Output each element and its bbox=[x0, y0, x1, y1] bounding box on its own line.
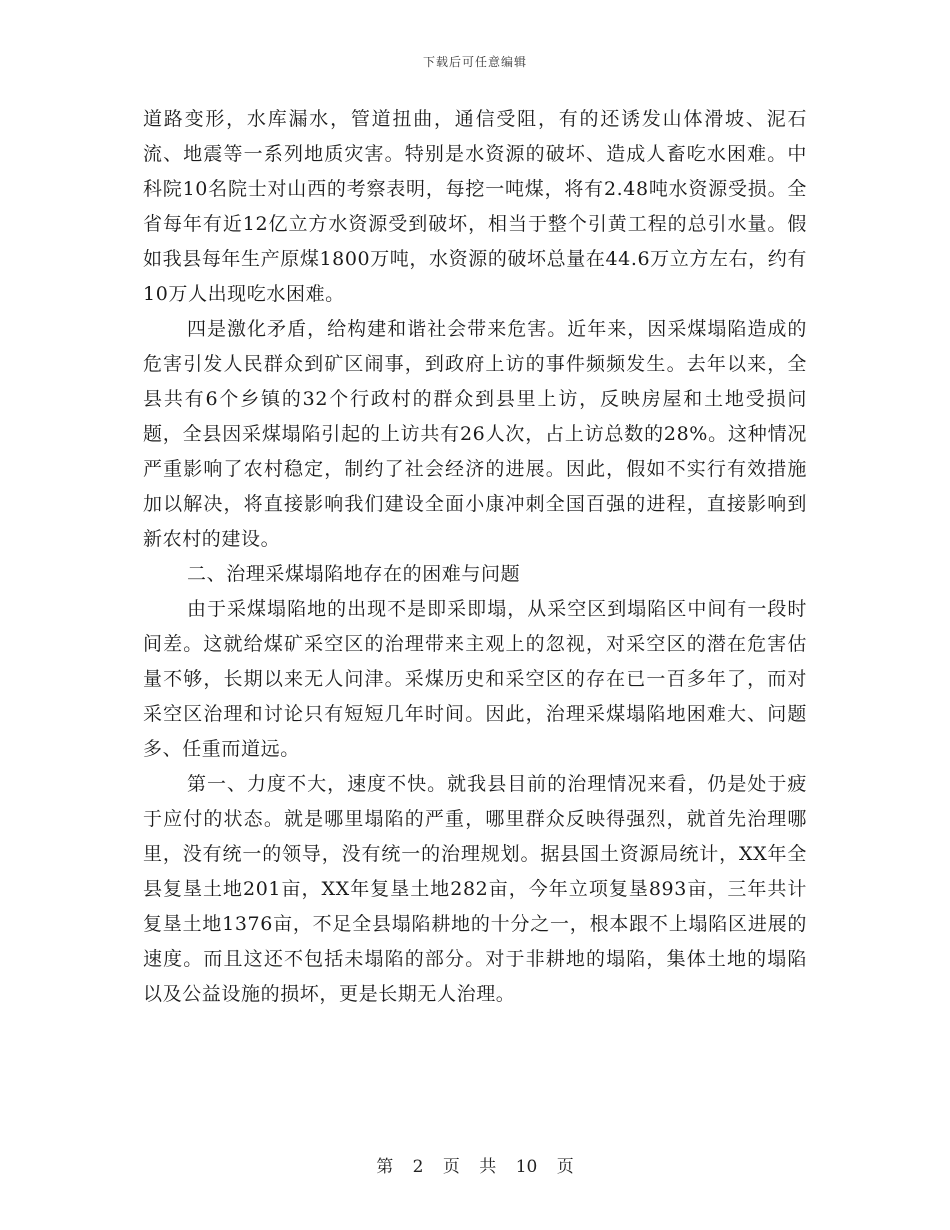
footer-suffix: 页 bbox=[556, 1157, 574, 1177]
page-header: 下载后可任意编辑 bbox=[422, 55, 527, 69]
footer-page-word: 页 bbox=[442, 1157, 460, 1177]
page-footer bbox=[0, 1152, 950, 1177]
current-page-number: 2 bbox=[412, 1157, 424, 1177]
footer-prefix: 第 bbox=[376, 1157, 394, 1177]
paragraph-1: 道路变形，水库漏水，管道扭曲，通信受阻，有的还诱发山体滑坡、泥石流、地震等一系列地质灾害。特别是水资源的破坏、造成人畜吃水困难。中科院10名院士对山西的考察表明，每挖一吨煤，将有2.48吨水资源受损。全省每年有近12亿立方水资源受到破坏，相当于整个引黄工程的总引水量。假如我县每年生产原煤1800万吨，水资源的破坏总量在44.6万立方左右，约有10万人出现吃水困难。 bbox=[143, 108, 807, 305]
total-page-count: 10 bbox=[515, 1157, 538, 1177]
section-heading: 二、治理采煤塌陷地存在的困难与问题 bbox=[187, 563, 521, 585]
document-body bbox=[143, 102, 807, 1012]
paragraph-3: 由于采煤塌陷地的出现不是即采即塌，从采空区到塌陷区中间有一段时间差。这就给煤矿采空区的治理带来主观上的忽视，对采空区的潜在危害估量不够，长期以来无人问津。采煤历史和采空区的存在已一百多年了，而对采空区治理和讨论只有短短几年时间。因此，治理采煤塌陷地困难大、问题多、任重而道远。 bbox=[143, 598, 807, 760]
footer-total-word: 共 bbox=[479, 1157, 497, 1177]
paragraph-4: 第一、力度不大，速度不快。就我县目前的治理情况来看，仍是处于疲于应付的状态。就是哪里塌陷的严重，哪里群众反映得强烈，就首先治理哪里，没有统一的领导，没有统一的治理规划。据县国土资源局统计，XX年全县复垦土地201亩，XX年复垦土地282亩，今年立项复垦893亩，三年共计复垦土地1376亩，不足全县塌陷耕地的十分之一，根本跟不上塌陷区进展的速度。而且这还不包括未塌陷的部分。对于非耕地的塌陷，集体土地的塌陷以及公益设施的损坏，更是长期无人治理。 bbox=[143, 773, 807, 1005]
paragraph-2: 四是激化矛盾，给构建和谐社会带来危害。近年来，因采煤塌陷造成的危害引发人民群众到矿区闹事，到政府上访的事件频频发生。去年以来，全县共有6个乡镇的32个行政村的群众到县里上访，反映房屋和土地受损问题，全县因采煤塌陷引起的上访共有26人次，占上访总数的28%。这种情况严重影响了农村稳定，制约了社会经济的进展。因此，假如不实行有效措施加以解决，将直接影响我们建设全面小康冲刺全国百强的进程，直接影响到新农村的建设。 bbox=[143, 318, 807, 550]
